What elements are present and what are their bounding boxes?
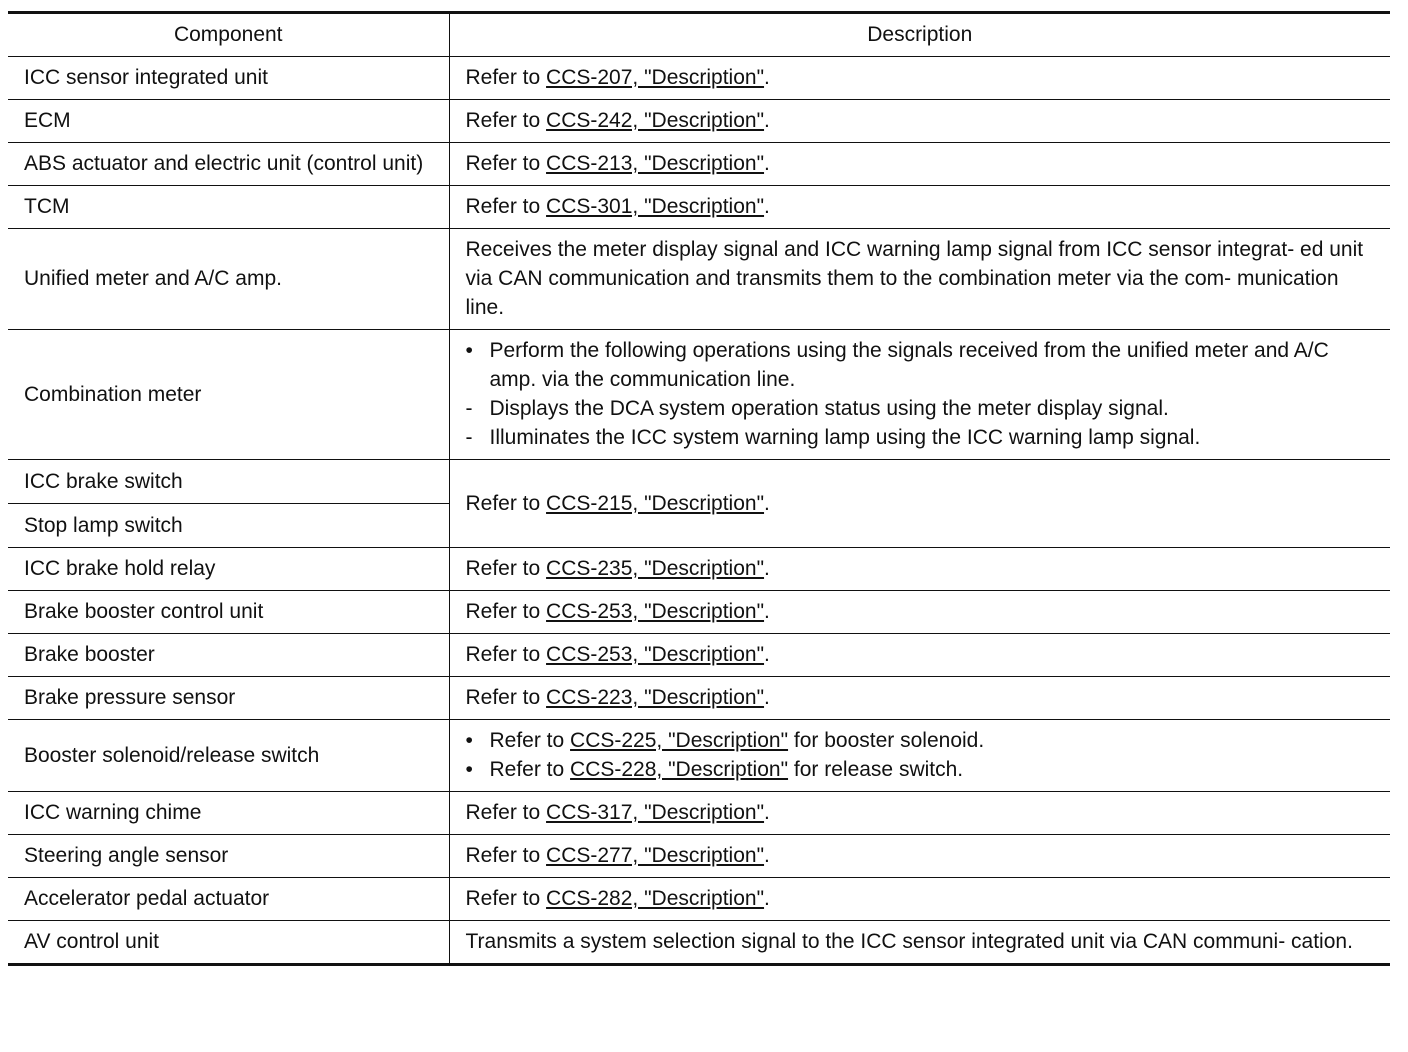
reference-link[interactable]: CCS-225, "Description" [570, 729, 789, 752]
component-table [8, 11, 1390, 966]
description-cell: Refer to CCS-235, "Description". [449, 548, 1390, 591]
component-cell: ECM [8, 100, 449, 143]
bullet-marker: • [465, 729, 473, 752]
table-row [8, 229, 1390, 330]
component-cell: ICC warning chime [8, 792, 449, 835]
bullet-item: • Refer to CCS-228, "Description" for release switch. [466, 755, 1381, 784]
description-cell: Receives the meter display signal and ICC warning lamp signal from ICC sensor integrat- ed unit via CAN communication and transmits them to the combination meter via the com- munication line. [449, 229, 1390, 330]
reference-link[interactable]: CCS-215, "Description" [546, 491, 765, 515]
bullet-marker: • [465, 758, 473, 781]
component-cell: Brake booster control unit [8, 591, 449, 634]
description-cell [449, 330, 1390, 460]
reference-link[interactable]: CCS-223, "Description" [546, 686, 765, 709]
bullet-marker: • [465, 339, 473, 362]
description-cell [449, 720, 1390, 792]
description-cell: Refer to CCS-253, "Description". [449, 591, 1390, 634]
description-header: Description [449, 13, 1390, 57]
table-row [8, 677, 1390, 720]
reference-link[interactable]: CCS-301, "Description" [546, 195, 765, 218]
table-row [8, 460, 1390, 504]
table-row [8, 548, 1390, 591]
bullet-item: • Refer to CCS-225, "Description" for booster solenoid. [466, 726, 1381, 755]
reference-link[interactable]: CCS-213, "Description" [546, 152, 765, 175]
table-row [8, 835, 1390, 878]
component-cell: Brake booster [8, 634, 449, 677]
component-cell: ABS actuator and electric unit (control unit) [8, 143, 449, 186]
description-cell: Refer to CCS-282, "Description". [449, 878, 1390, 921]
reference-link[interactable]: CCS-282, "Description" [546, 887, 765, 910]
reference-link[interactable]: CCS-242, "Description" [546, 109, 765, 132]
reference-link[interactable]: CCS-253, "Description" [546, 643, 765, 666]
table-row [8, 186, 1390, 229]
reference-link[interactable]: CCS-317, "Description" [546, 801, 765, 824]
description-cell: Refer to CCS-317, "Description". [449, 792, 1390, 835]
description-cell: Refer to CCS-242, "Description". [449, 100, 1390, 143]
sub-item: - Displays the DCA system operation status using the meter display signal. [466, 394, 1381, 423]
table-row [8, 634, 1390, 677]
dash-marker: - [465, 426, 473, 449]
component-cell: ICC brake hold relay [8, 548, 449, 591]
reference-link[interactable]: CCS-207, "Description" [546, 66, 765, 89]
description-cell: Refer to CCS-301, "Description". [449, 186, 1390, 229]
sub-item: - Illuminates the ICC system warning lamp using the ICC warning lamp signal. [466, 423, 1381, 452]
dash-marker: - [465, 397, 473, 420]
table-row [8, 720, 1390, 792]
component-cell: Accelerator pedal actuator [8, 878, 449, 921]
component-cell: Unified meter and A/C amp. [8, 229, 449, 330]
table-row [8, 100, 1390, 143]
component-header: Component [8, 13, 449, 57]
table-row [8, 57, 1390, 100]
reference-link[interactable]: CCS-277, "Description" [546, 844, 765, 867]
component-cell: ICC brake switch [8, 460, 449, 504]
component-cell: ICC sensor integrated unit [8, 57, 449, 100]
table-row [8, 792, 1390, 835]
table-row [8, 143, 1390, 186]
component-cell: Combination meter [8, 330, 449, 460]
table-row [8, 330, 1390, 460]
description-cell: Refer to CCS-277, "Description". [449, 835, 1390, 878]
component-cell: AV control unit [8, 921, 449, 965]
description-cell: Refer to CCS-213, "Description". [449, 143, 1390, 186]
component-cell: Booster solenoid/release switch [8, 720, 449, 792]
reference-link[interactable]: CCS-235, "Description" [546, 557, 765, 580]
reference-link[interactable]: CCS-253, "Description" [546, 600, 765, 623]
description-cell: Refer to CCS-215, "Description". [449, 460, 1390, 548]
description-cell: Refer to CCS-207, "Description". [449, 57, 1390, 100]
description-cell: Transmits a system selection signal to the ICC sensor integrated unit via CAN communi- cation. [449, 921, 1390, 965]
bullet-item: • Perform the following operations using the signals received from the unified meter and A/C amp. via the communication line. [466, 336, 1381, 394]
header-row [8, 13, 1390, 57]
description-cell: Refer to CCS-253, "Description". [449, 634, 1390, 677]
description-cell: Refer to CCS-223, "Description". [449, 677, 1390, 720]
table-row [8, 921, 1390, 965]
component-cell: Brake pressure sensor [8, 677, 449, 720]
table-row [8, 878, 1390, 921]
component-cell: Stop lamp switch [8, 504, 449, 548]
table-row [8, 591, 1390, 634]
component-cell: Steering angle sensor [8, 835, 449, 878]
reference-link[interactable]: CCS-228, "Description" [570, 758, 789, 781]
component-cell: TCM [8, 186, 449, 229]
